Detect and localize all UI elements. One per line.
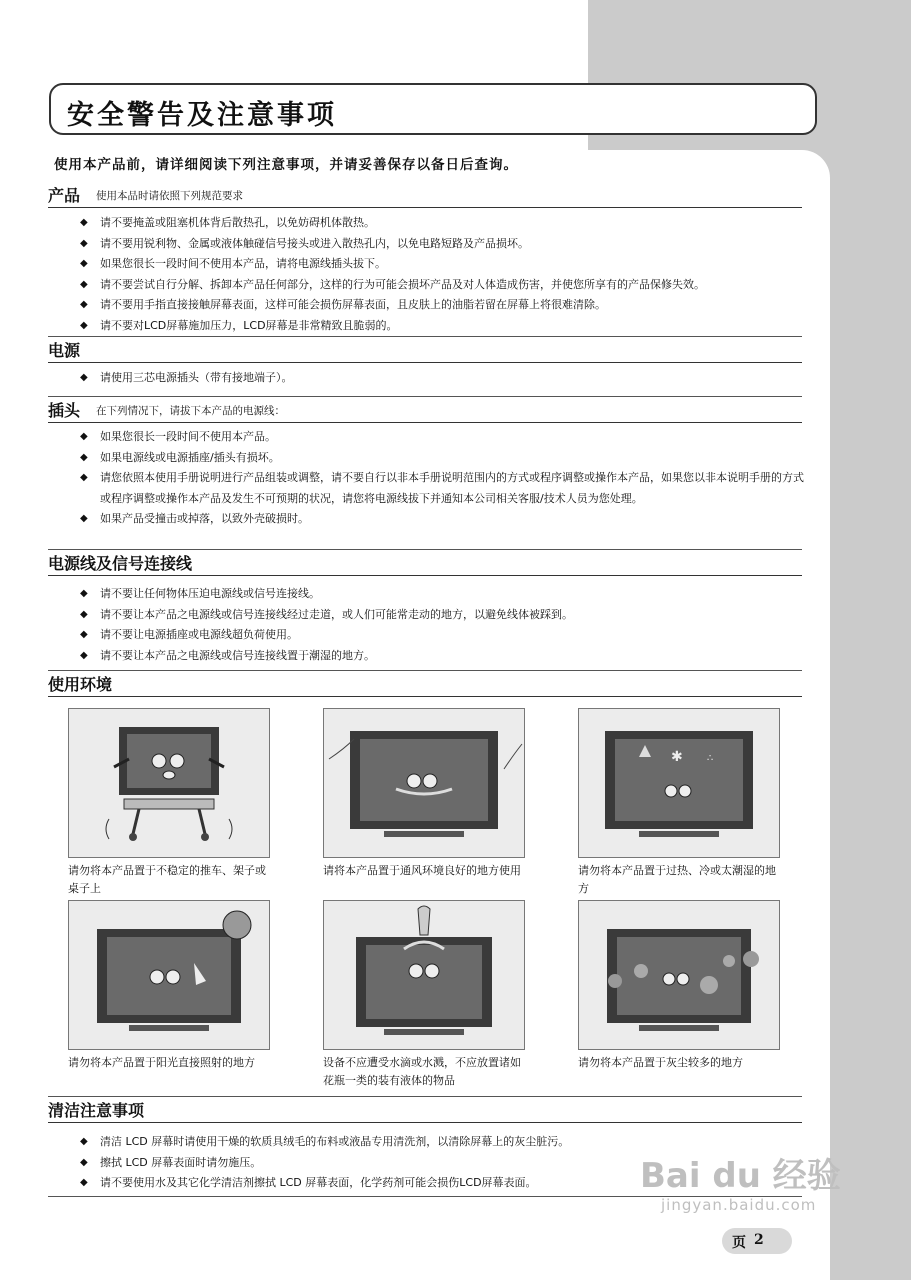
bullet-icon: ◆ [80,588,88,599]
bullet-icon: ◆ [80,372,88,383]
list-item: ◆ 请不要对LCD屏幕施加压力，LCD屏幕是非常精致且脆弱的。 [78,316,804,337]
product-list [78,213,804,336]
list-item: ◆ 如果您很长一段时间不使用本产品，请将电源线插头拔下。 [78,254,804,275]
bullet-icon: ◆ [80,649,88,661]
illustration-dust [578,900,780,1050]
plug-list [78,427,804,530]
page-title: 安全警告及注意事项 [67,100,337,131]
list-item: ◆ 请不要让本产品之电源线或信号连接线经过走道，或人们可能常走动的地方，以避免线体被踩到。 [78,605,804,626]
title-box [49,83,817,135]
list-item: ◆ 擦拭 LCD 屏幕表面时请勿施压。 [78,1153,804,1174]
bullet-icon: ◆ [80,258,88,269]
caption-6: 请勿将本产品置于灰尘较多的地方 [578,1056,743,1069]
bullet-icon: ◆ [80,1156,88,1168]
caption-5: 设备不应遭受水滴或水溅，不应放置诸如花瓶一类的装有液体的物品 [323,1056,521,1087]
list-item: ◆ 请您依照本使用手册说明进行产品组装或调整，请不要自行以非本手册说明范围内的方式或程序调整或操作本产品，如果您以非本说明手册的方式或程序调整或操作本产品及发生不可预期的状况，请您将电源线拔下并通知本公司相关客服/技术人员为您处理。 [78,468,804,509]
list-item: ◆ 请不要掩盖或阻塞机体背后散热孔，以免妨碍机体散热。 [78,213,804,234]
section-power-title: 电源 [48,341,81,360]
bullet-icon: ◆ [80,513,88,524]
list-item: ◆ 如果产品受撞击或掉落，以致外壳破损时。 [78,509,804,530]
section-product-subtitle: 使用本品时请依照下列规范要求 [96,190,243,202]
page-label: 页 [732,1235,746,1251]
watermark-logo: Bai du 经验 [640,1156,841,1196]
svg-text:✱: ✱ [671,749,683,765]
intro-text: 使用本产品前，请详细阅读下列注意事项，并请妥善保存以备日后查询。 [54,157,518,173]
caption-3: 请勿将本产品置于过热、冷或太潮湿的地方 [578,864,776,895]
divider [48,549,802,550]
section-environment-header [48,672,802,697]
bullet-icon: ◆ [80,451,88,463]
divider [48,336,802,337]
page-number-badge [722,1228,792,1254]
list-item: ◆ 请不要用手指直接接触屏幕表面，这样可能会损伤屏幕表面，且皮肤上的油脂若留在屏幕上将很难清除。 [78,295,804,316]
bullet-icon: ◆ [80,629,88,640]
bullet-icon: ◆ [80,1177,88,1188]
section-cleaning-title: 清洁注意事项 [48,1101,145,1120]
list-item: ◆ 请不要使用水及其它化学清洁剂擦拭 LCD 屏幕表面，化学药剂可能会损伤LCD屏幕表面。 [78,1173,804,1194]
section-power-header [48,338,802,363]
bullet-icon: ◆ [80,237,88,249]
section-cable-header [48,551,802,576]
list-item: ◆ 请不要用锐利物、金属或液体触碰信号接头或进入散热孔内，以免电路短路及产品损坏。 [78,234,804,255]
list-item: ◆ 如果您很长一段时间不使用本产品。 [78,427,804,448]
illustration-temperature [578,708,780,858]
bullet-icon: ◆ [80,217,88,228]
power-list [78,368,804,389]
divider [48,396,802,397]
section-plug-title: 插头 [48,401,81,420]
bullet-icon: ◆ [80,299,88,310]
bullet-icon: ◆ [80,319,88,331]
section-cable-title: 电源线及信号连接线 [48,554,193,573]
section-plug-subtitle: 在下列情况下，请拔下本产品的电源线： [96,405,285,417]
list-item: ◆ 如果电源线或电源插座/插头有损坏。 [78,448,804,469]
bullet-icon: ◆ [80,1136,88,1147]
list-item: ◆ 清洁 LCD 屏幕时请使用干燥的软质具绒毛的布料或液晶专用清洗剂，以清除屏幕上的灰尘脏污。 [78,1132,804,1153]
cable-list [78,584,804,666]
section-product-title: 产品 [48,186,81,205]
bullet-icon: ◆ [80,608,88,620]
list-item: ◆ 请不要让本产品之电源线或信号连接线置于潮湿的地方。 [78,646,804,667]
divider [48,670,802,671]
caption-1: 请勿将本产品置于不稳定的推车、架子或桌子上 [68,864,266,895]
list-item: ◆ 请使用三芯电源插头（带有接地端子）。 [78,368,804,389]
bullet-icon: ◆ [80,472,88,483]
section-plug-header [48,398,802,423]
bullet-icon: ◆ [80,278,88,290]
caption-4: 请勿将本产品置于阳光直接照射的地方 [68,1056,255,1069]
bullet-icon: ◆ [80,431,88,442]
illustration-ventilation [323,708,525,858]
caption-2: 请将本产品置于通风环境良好的地方使用 [323,864,521,877]
illustration-sunlight [68,900,270,1050]
section-product-header [48,183,802,208]
list-item: ◆ 请不要尝试自行分解、拆卸本产品任何部分，这样的行为可能会损坏产品及对人体造成伤害，并使您所享有的产品保修失效。 [78,275,804,296]
list-item: ◆ 请不要让电源插座或电源线超负荷使用。 [78,625,804,646]
watermark-url: jingyan.baidu.com [661,1196,817,1214]
list-item: ◆ 请不要让任何物体压迫电源线或信号连接线。 [78,584,804,605]
svg-text:∴: ∴ [707,753,714,764]
divider [48,1096,802,1097]
illustration-liquid [323,900,525,1050]
section-environment-title: 使用环境 [48,675,113,694]
page-number: 2 [754,1232,764,1248]
section-cleaning-header [48,1098,802,1123]
illustration-unstable-cart [68,708,270,858]
